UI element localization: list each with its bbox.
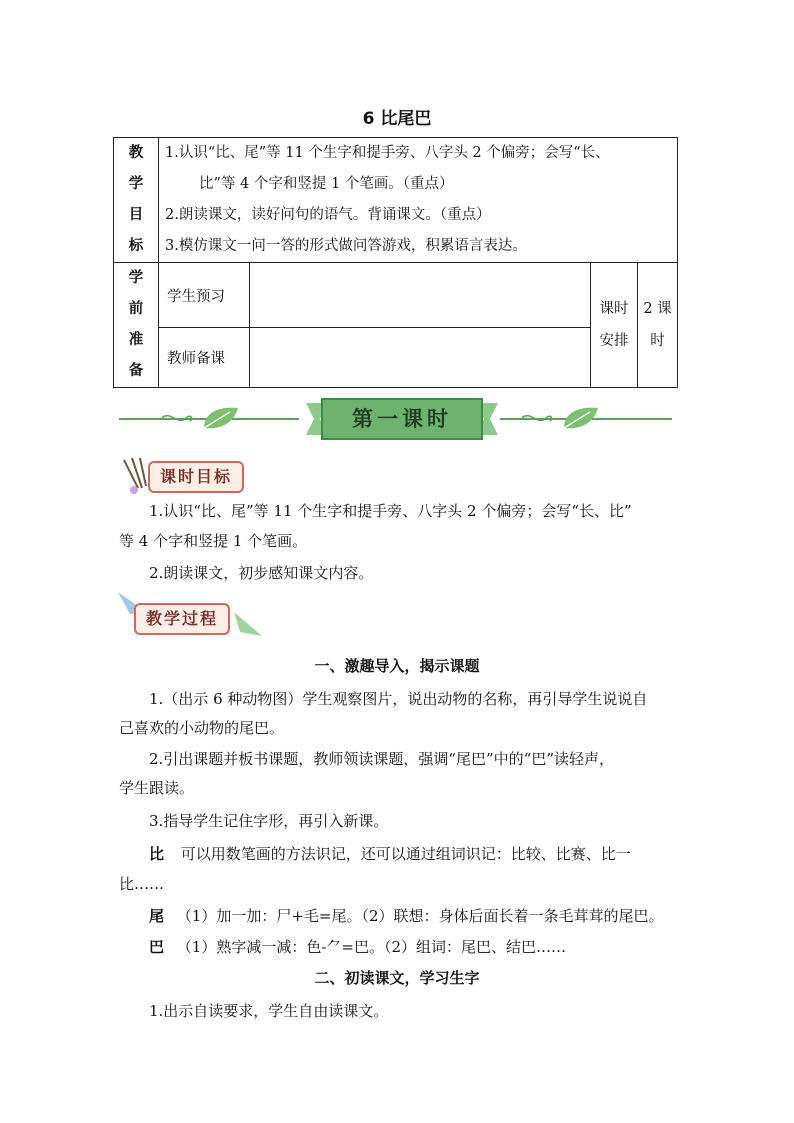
schedule-label-line: 课时 [599, 301, 629, 317]
label-char: 目 [128, 207, 144, 223]
leaf-icon [200, 404, 242, 432]
banner-text: 第一课时 [352, 407, 452, 431]
objectives-content [159, 138, 678, 263]
label-char: 准 [128, 332, 144, 348]
paragraph: 1.（出示 6 种动物图）学生观察图片，说出动物的名称，再引导学生说说自 [149, 690, 648, 708]
objectives-label [114, 138, 159, 263]
swirl-icon [520, 410, 556, 426]
paragraph: 3.指导学生记住字形，再引入新课。 [149, 812, 389, 830]
schedule-value-line: 时 [650, 333, 665, 349]
objective-line: 比”等 4 个字和竖提 1 个笔画。（重点） [199, 176, 454, 192]
leaf-icon [560, 404, 602, 432]
char-note-bi [119, 839, 677, 869]
goal-line: 1.认识“比、尾”等 11 个生字和提手旁、八字头 2 个偏旁；会写“长、比” [149, 502, 632, 520]
swirl-icon [160, 410, 196, 426]
label-char: 前 [128, 301, 144, 317]
char-label: 比 [149, 845, 165, 863]
teacher-prep-label: 教师备课 [159, 328, 250, 388]
objective-line: 2.朗读课文，读好问句的语气。背诵课文。（重点） [165, 207, 491, 223]
teacher-prep-value [250, 328, 591, 388]
label-char: 标 [128, 238, 144, 254]
label-char: 学 [128, 176, 144, 192]
paragraph: 1.出示自读要求，学生自由读课文。 [149, 1002, 389, 1020]
char-note-ba [119, 932, 677, 962]
paragraph: 学生跟读。 [119, 779, 195, 797]
lesson-plan-table [113, 137, 678, 388]
section-heading: 一、激趣导入，揭示课题 [314, 657, 480, 675]
objectives-row [114, 138, 678, 263]
paragraph: 2.引出课题并板书课题，教师领读课题，强调“尾巴”中的“巴”读轻声， [149, 750, 614, 768]
paragraph: 己喜欢的小动物的尾巴。 [119, 719, 285, 737]
page-title: 6 比尾巴 [362, 109, 432, 129]
goal-line: 等 4 个字和竖提 1 个笔画。 [119, 532, 308, 550]
section-heading: 二、初读课文，学习生字 [314, 969, 480, 987]
char-label: 尾 [149, 907, 165, 925]
label-char: 备 [128, 363, 144, 379]
prep-row-1 [114, 263, 678, 328]
schedule-value-line: 2 课 [643, 301, 672, 317]
process-badge: 教学过程 [134, 603, 230, 635]
objective-line: 3.模仿课文一问一答的形式做问答游戏，积累语言表达。 [165, 238, 527, 254]
char-note-text: 可以用数笔画的方法识记，还可以通过组词识记：比较、比赛、比一 [180, 845, 631, 863]
goals-badge: 课时目标 [148, 461, 244, 493]
char-note-text: （1）熟字减一减：色-⺈=巴。（2）组词：尾巴、结巴…… [176, 938, 567, 956]
label-char: 教 [128, 145, 144, 161]
prep-label [114, 263, 159, 388]
char-note-wei [119, 901, 677, 931]
objective-line: 1.认识“比、尾”等 11 个生字和提手旁、八字头 2 个偏旁；会写“长、 [165, 145, 610, 161]
char-label: 巴 [149, 938, 165, 956]
goal-line: 2.朗读课文，初步感知课文内容。 [149, 564, 374, 582]
schedule-label-line: 安排 [599, 333, 629, 349]
student-prep-value [250, 263, 591, 328]
paragraph: 比…… [119, 875, 165, 893]
label-char: 学 [128, 270, 144, 286]
char-note-text: （1）加一加：尸+毛=尾。（2）联想：身体后面长着一条毛茸茸的尾巴。 [176, 907, 664, 925]
schedule-value [638, 263, 678, 388]
schedule-label [591, 263, 638, 388]
lesson-banner [306, 397, 498, 441]
student-prep-label: 学生预习 [159, 263, 250, 328]
